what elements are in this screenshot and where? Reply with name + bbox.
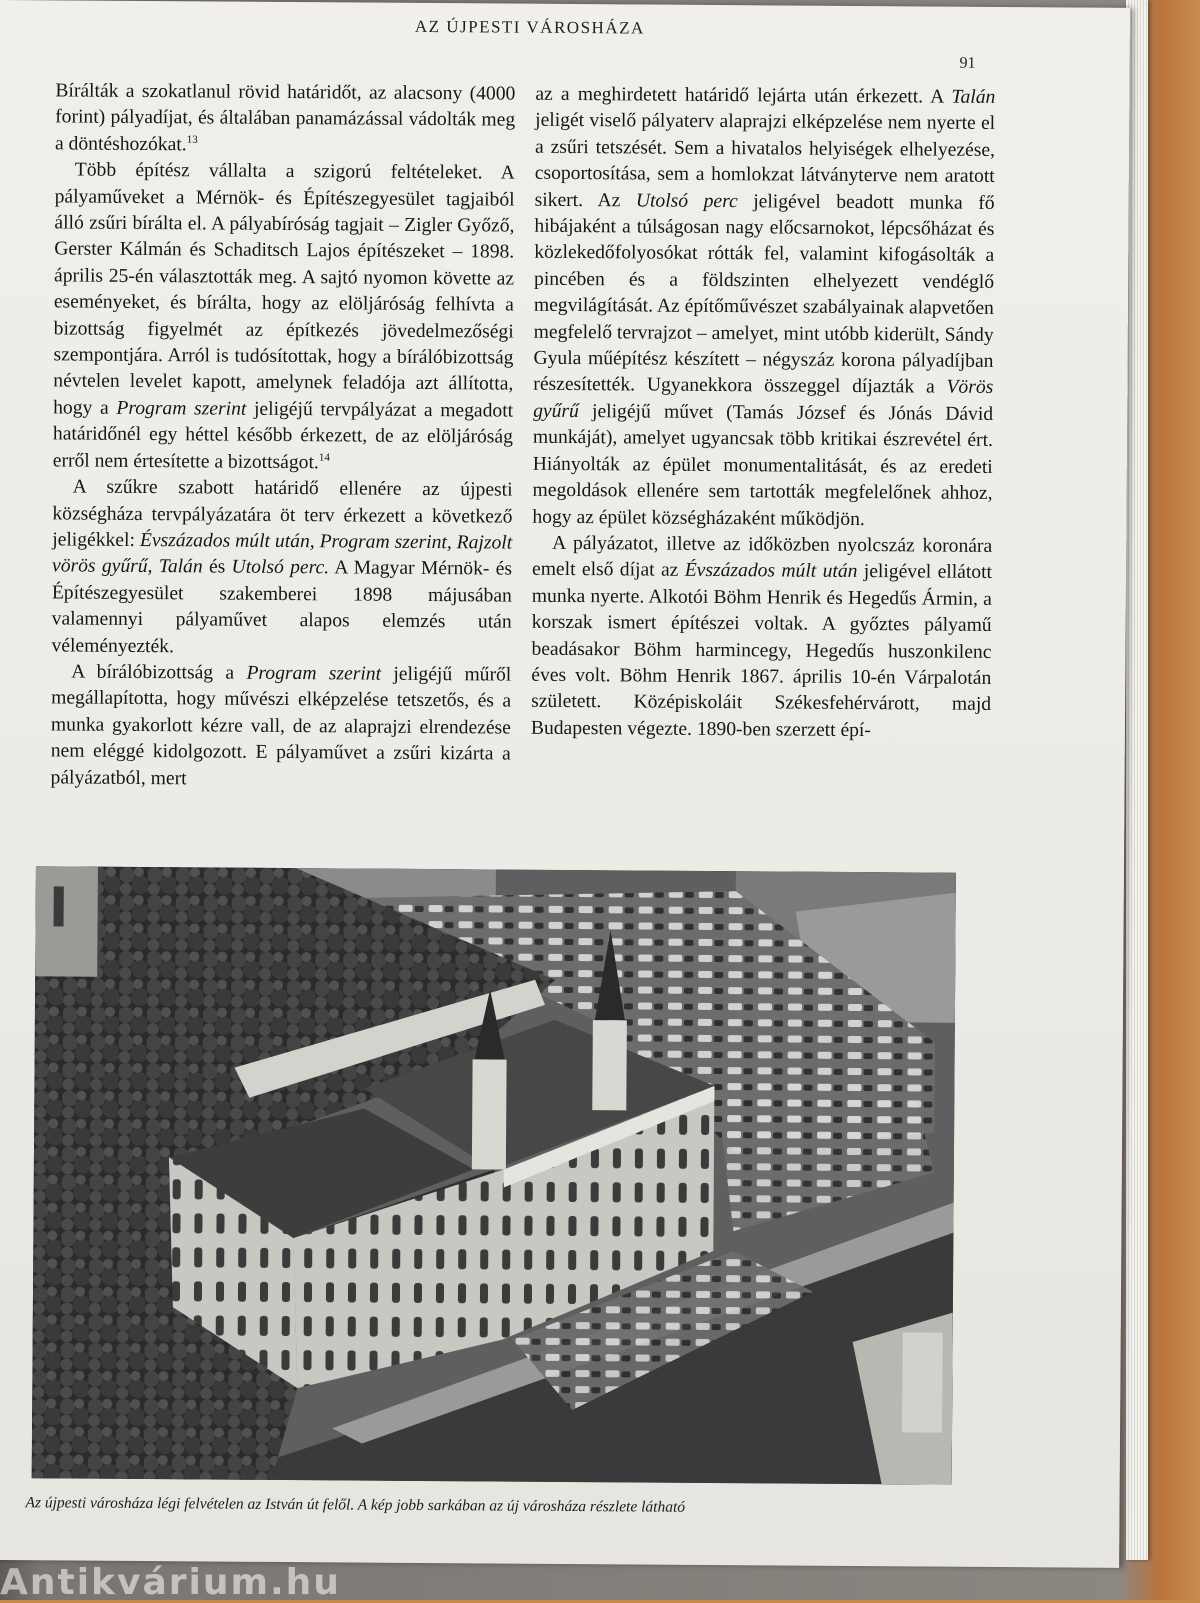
footnote-ref: 14 <box>318 451 330 464</box>
paragraph: A pályázatot, illetve az időközben nyolcszáz koronára emelt első díjat az Évszázados múlt után jeligével ellátott munka nyerte. Alkotói Böhm Henrik és Hegedűs Ármin, a korszak ismert építészei voltak. A győztes pályamű beadásakor Böhm harmincegy, Hegedűs huszonkilenc éves volt. Böhm Henrik 1867. április 10-én Várpalotán született. Középiskoláit Székesfehérvárott, majd Budapesten végezte. 1890-ben szerzett épí- <box>530 532 993 741</box>
figure-caption: Az újpesti városháza légi felvételen az István út felől. A kép jobb sarkában az új városháza részlete látható <box>25 1494 686 1516</box>
footnote-ref: 13 <box>186 133 198 146</box>
paragraph: A szűkre szabott határidő ellenére az újpesti községháza tervpályázatára öt terv érkezett a következő jeligékkel: Évszázados múlt után, Program szerint, Rajzolt vörös gyűrű, Talán és Utolsó perc. A Magyar Mérnök- és Építészegyesület szakemberei 1898 májusában valamennyi pályaművet alapos elemzés után véleményezték. <box>51 476 513 657</box>
watermark: Antikvárium.hu <box>0 1562 341 1603</box>
page-number: 91 <box>959 54 976 72</box>
right-text-column <box>531 82 996 745</box>
aerial-photo <box>32 866 956 1484</box>
paragraph: az a meghirdetett határidő lejárta után érkezett. A Talán jeligét viselő pályaterv alaprajzi elképzelése nem nyerte el a zsűri tetszését. Sem a hivatalos helyiségek elhelyezése, csoportosítása, sem a homlokzat látványterve nem aratott sikert. Az Utolsó perc jeligével beadott munka fő hibájaként a túlságosan nagy előcsarnokot, lépcsőházat és közlekedőfolyosókat rótták fel, valamint kifogásolták a pincében és a földszinten elhelyezett vendéglő megvilágítását. Az építőművészet szabályainak alapvetően megfelelő tervrajzot – amelyet, mint utóbb kiderült, Sándy Gyula műépítész készített – négyszáz korona pályadíjban részesítették. Ugyanekkora összeggel díjazták a Vörös gyűrű jeligéjű művet (Tamás József és Jónás Dávid munkáját), amelyet ugyancsak több kritikai észrevétel ért. Hiányolták az épület monumentalitását, és az eredeti megoldások ellenére sem tartották megfelelőnek ahhoz, hogy az épület községházaként működjön. <box>532 83 996 530</box>
paragraph: Bírálták a szokatlanul rövid határidőt, az alacsony (4000 forint) pályadíjat, és általában panamázással vádolták meg a döntéshozókat.$^{13}$ <box>54 80 516 156</box>
paragraph: Több építész vállalta a szigorú feltételeket. A pályaműveket a Mérnök- és Építészegyesület tagjaiból álló zsűri bírálta el. A pályabíróság tagjait – Zigler Győző, Gerster Kálmán és Schaditsch Lajos építészeket – 1898. április 25-én választották meg. A sajtó nyomon követte az eseményeket, és bírálta, hogy az elöljáróság felhívta a bizottság figyelmét az építkezés jövedelmezőségi szempontjára. Arról is tudósítottak, hogy a bírálóbizottság névtelen levelet kapott, amelynek feladója azt állította, hogy a Program szerint jeligéjű tervpályázat a megadott határidőnél egy héttel később érkezett, de az elöljáróság erről nem értesítette a bizottságot.$^{14}$ <box>52 159 515 473</box>
left-text-column <box>50 78 515 794</box>
town-hall-illustration <box>32 866 956 1484</box>
paragraph: A bírálóbizottság a Program szerint jeligéjű műről megállapította, hogy művészi elképzelése tetszetős, és a munka gyakorlott kézre vall, de az alaprajzi elrendezése nem eléggé kidolgozott. E pályaművet a zsűri kizárta a pályázatból, mert <box>50 661 512 789</box>
page-stack-edge <box>1126 0 1148 1560</box>
running-head: AZ ÚJPESTI VÁROSHÁZA <box>414 16 645 38</box>
